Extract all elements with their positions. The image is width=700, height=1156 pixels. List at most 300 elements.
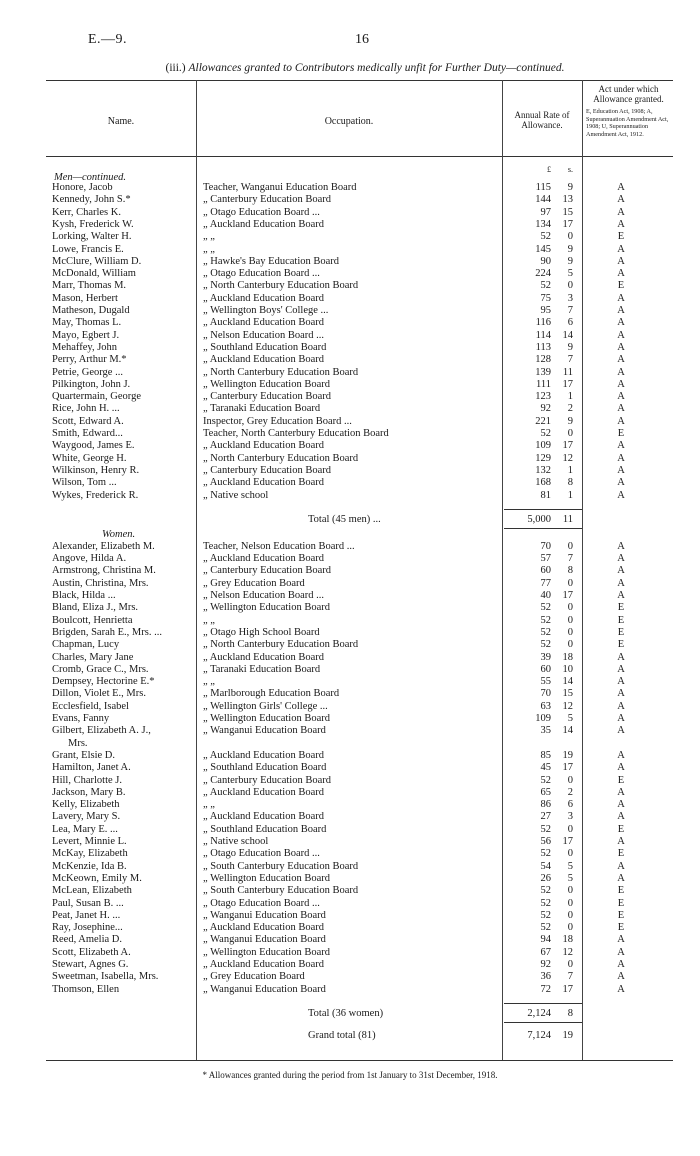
name-cell: McLean, Elizabeth	[52, 885, 132, 897]
total-shillings: 8	[567, 1007, 573, 1019]
shillings-unit: s.	[567, 165, 573, 174]
occupation-cell: „ Auckland Education Board	[203, 651, 325, 663]
shillings-cell: 0	[567, 540, 573, 552]
shillings-cell: 17	[562, 440, 573, 452]
name-cell: Smith, Edward...	[52, 428, 123, 439]
shillings-cell: 8	[567, 565, 573, 577]
occupation-cell: „ Wellington Boys' College ...	[203, 305, 329, 316]
pounds-cell: 81	[540, 489, 551, 501]
occupation-cell: „ Wellington Education Board	[203, 946, 330, 958]
pounds-cell: 52	[540, 602, 551, 614]
occupation-cell: „ Southland Education Board	[203, 762, 327, 774]
occupation-cell: „ North Canterbury Education Board	[203, 280, 359, 292]
name-cell: Alexander, Elizabeth M.	[52, 540, 155, 552]
act-cell: A	[617, 700, 625, 712]
shillings-cell: 12	[562, 946, 573, 958]
occupation-cell: „ Canterbury Education Board	[203, 774, 331, 786]
table-row	[46, 984, 673, 996]
occupation-cell: „ Grey Education Board	[203, 971, 305, 983]
shillings-cell: 0	[567, 428, 573, 439]
pounds-cell: 221	[535, 415, 551, 427]
table-row	[46, 713, 673, 725]
occupation-cell: „ Hawke's Bay Education Board	[203, 255, 340, 267]
occupation-cell: „ Marlborough Education Board	[203, 688, 340, 700]
name-cell: Gilbert, Elizabeth A. J.,	[52, 725, 151, 737]
occupation-cell: Inspector, Grey Education Board ...	[203, 415, 352, 427]
shillings-cell: 1	[567, 464, 573, 476]
shillings-cell: 10	[562, 663, 573, 675]
pounds-cell: 72	[540, 983, 551, 995]
act-cell: A	[617, 946, 625, 958]
table-row	[46, 602, 673, 614]
occupation-cell: „ Nelson Education Board ...	[203, 329, 325, 341]
act-cell: A	[617, 663, 625, 675]
shillings-cell: 9	[567, 341, 573, 353]
pounds-cell: 92	[540, 959, 551, 970]
table-row	[46, 590, 673, 602]
name-cell: May, Thomas L.	[52, 317, 122, 329]
table-row	[46, 428, 673, 440]
occupation-cell: „ North Canterbury Education Board	[203, 639, 359, 651]
act-cell: A	[617, 811, 625, 823]
occupation-cell: Teacher, North Canterbury Education Board	[203, 428, 389, 439]
section-heading-women: Women.	[102, 528, 136, 540]
name-cell: Lavery, Mary S.	[52, 811, 121, 823]
shillings-cell: 9	[567, 182, 573, 193]
pounds-cell: 52	[540, 909, 551, 921]
occupation-cell: „ North Canterbury Education Board	[203, 452, 359, 464]
name-cell: Mrs.	[68, 737, 88, 749]
pounds-cell: 67	[540, 946, 551, 958]
shillings-cell: 7	[567, 305, 573, 316]
table-row	[46, 367, 673, 379]
pounds-cell: 52	[540, 774, 551, 786]
shillings-cell: 1	[567, 391, 573, 403]
occupation-cell: „ Auckland Education Board	[203, 292, 325, 304]
name-cell: Peat, Janet H. ...	[52, 909, 121, 921]
shillings-cell: 0	[567, 922, 573, 934]
pounds-cell: 111	[536, 378, 551, 390]
table-row	[46, 231, 673, 243]
act-cell: A	[617, 676, 625, 688]
table-row	[46, 959, 673, 971]
table-row	[46, 934, 673, 946]
name-cell: Levert, Minnie L.	[52, 836, 127, 847]
table-row	[46, 898, 673, 910]
pounds-cell: 85	[540, 749, 551, 761]
act-cell: A	[617, 255, 625, 267]
table-row	[46, 342, 673, 354]
table-row	[46, 490, 673, 502]
shillings-cell: 15	[562, 206, 573, 218]
divider	[504, 509, 582, 510]
shillings-cell: 12	[562, 452, 573, 464]
pounds-cell: 52	[540, 922, 551, 934]
name-cell: Lorking, Walter H.	[52, 231, 132, 243]
act-cell: A	[617, 489, 625, 501]
occupation-cell: „ Canterbury Education Board	[203, 464, 331, 476]
name-cell: Scott, Edward A.	[52, 415, 124, 427]
act-cell: A	[617, 354, 625, 366]
table-row	[46, 688, 673, 700]
pounds-cell: 94	[540, 934, 551, 946]
table-row	[46, 244, 673, 256]
occupation-cell: „ Wellington Education Board	[203, 713, 330, 724]
table-row	[46, 194, 673, 206]
name-cell: Marr, Thomas M.	[52, 280, 127, 292]
occupation-cell: „ Auckland Education Board	[203, 354, 325, 366]
name-cell: Scott, Elizabeth A.	[52, 946, 131, 958]
act-cell: A	[617, 577, 625, 589]
act-cell: A	[617, 983, 625, 995]
pounds-cell: 77	[540, 577, 551, 589]
total-shillings: 11	[562, 513, 573, 525]
table-row	[46, 652, 673, 664]
name-cell: Mehaffey, John	[52, 341, 118, 353]
total-row-women	[46, 1008, 673, 1020]
occupation-cell: „ Auckland Education Board	[203, 811, 325, 823]
table-row	[46, 787, 673, 799]
name-cell: Mason, Herbert	[52, 292, 118, 304]
act-cell: E	[617, 280, 625, 292]
total-row-men	[46, 514, 673, 526]
act-cell: A	[617, 317, 625, 329]
pounds-cell: 132	[535, 464, 551, 476]
table-row	[46, 676, 673, 688]
act-cell: E	[617, 428, 625, 439]
act-cell: A	[617, 415, 625, 427]
occupation-cell: „ Native school	[203, 489, 269, 501]
pounds-cell: 52	[540, 614, 551, 626]
occupation-cell: „ Auckland Education Board	[203, 218, 325, 230]
act-cell: E	[617, 885, 625, 897]
table-row	[46, 762, 673, 774]
occupation-cell: „ Auckland Education Board	[203, 749, 325, 761]
table-row	[46, 293, 673, 305]
caption-prefix: (iii.)	[165, 62, 186, 74]
grand-total-shillings: 19	[562, 1029, 573, 1041]
pounds-cell: 60	[540, 663, 551, 675]
grand-total-label: Grand total (81)	[308, 1029, 376, 1041]
table-row	[46, 379, 673, 391]
act-cell: A	[617, 452, 625, 464]
shillings-cell: 0	[567, 614, 573, 626]
total-label: Total (45 men) ...	[308, 513, 381, 525]
name-cell: Lea, Mary E. ...	[52, 823, 118, 835]
act-cell: A	[617, 651, 625, 663]
act-cell: A	[617, 959, 625, 970]
act-cell: A	[617, 872, 625, 884]
pounds-cell: 168	[535, 477, 551, 489]
table-row	[46, 477, 673, 489]
occupation-cell: „ Wanganui Education Board	[203, 909, 326, 921]
pounds-cell: 97	[540, 206, 551, 218]
name-cell: Hill, Charlotte J.	[52, 774, 122, 786]
act-cell: A	[617, 934, 625, 946]
occupation-cell: „ Southland Education Board	[203, 341, 327, 353]
shillings-cell: 17	[562, 218, 573, 230]
act-cell: A	[617, 329, 625, 341]
col-header-act-note: E, Education Act, 1908; A, Superannuation Amendment Act, 1908; U, Superannuation Amendment Act, 1912.	[586, 108, 669, 138]
occupation-cell: „ Otago Education Board ...	[203, 268, 320, 280]
shillings-cell: 12	[562, 700, 573, 712]
shillings-cell: 17	[562, 378, 573, 390]
name-cell: Wilkinson, Henry R.	[52, 464, 140, 476]
shillings-cell: 0	[567, 885, 573, 897]
occupation-cell: „ Otago High School Board	[203, 626, 320, 638]
name-cell: Austin, Christina, Mrs.	[52, 577, 149, 589]
name-cell: Kennedy, John S.*	[52, 194, 131, 206]
pounds-cell: 40	[540, 590, 551, 601]
table-row	[46, 541, 673, 553]
act-cell: A	[617, 440, 625, 452]
table-row	[46, 416, 673, 428]
shillings-cell: 6	[567, 799, 573, 811]
act-cell: A	[617, 713, 625, 724]
page-number: 16	[355, 32, 369, 47]
shillings-cell: 0	[567, 909, 573, 921]
name-cell: Perry, Arthur M.*	[52, 354, 127, 366]
act-cell: A	[617, 762, 625, 774]
name-cell: Petrie, George ...	[52, 366, 123, 378]
act-cell: E	[617, 231, 625, 243]
name-cell: Dempsey, Hectorine E.*	[52, 676, 155, 688]
name-cell: Angove, Hilda A.	[52, 553, 127, 565]
pounds-cell: 114	[535, 329, 551, 341]
shillings-cell: 3	[567, 292, 573, 304]
name-cell: Mayo, Egbert J.	[52, 329, 120, 341]
pounds-cell: 52	[540, 897, 551, 909]
pounds-cell: 52	[540, 428, 551, 439]
shillings-cell: 0	[567, 280, 573, 292]
act-cell: A	[617, 540, 625, 552]
pounds-cell: 39	[540, 651, 551, 663]
occupation-cell: „ Auckland Education Board	[203, 440, 325, 452]
name-cell: White, George H.	[52, 452, 127, 464]
act-cell: A	[617, 565, 625, 577]
table-row	[46, 775, 673, 787]
act-cell: A	[617, 341, 625, 353]
pounds-cell: 55	[540, 676, 551, 688]
act-cell: E	[617, 897, 625, 909]
act-cell: A	[617, 464, 625, 476]
name-cell: Bland, Eliza J., Mrs.	[52, 602, 139, 614]
name-cell: Kerr, Charles K.	[52, 206, 121, 218]
pounds-cell: 90	[540, 255, 551, 267]
shillings-cell: 7	[567, 971, 573, 983]
table-row	[46, 750, 673, 762]
occupation-cell: „ Native school	[203, 836, 269, 847]
col-header-rate: Annual Rate of Allowance.	[514, 110, 570, 130]
pounds-cell: 144	[535, 194, 551, 206]
act-cell: A	[617, 243, 625, 255]
shillings-cell: 1	[567, 489, 573, 501]
table-row	[46, 280, 673, 292]
pounds-cell: 95	[540, 305, 551, 316]
table-row	[46, 565, 673, 577]
pounds-cell: 63	[540, 700, 551, 712]
name-cell: Waygood, James E.	[52, 440, 135, 452]
grand-total-row	[46, 1030, 673, 1042]
shillings-cell: 18	[562, 934, 573, 946]
name-cell: Stewart, Agnes G.	[52, 959, 129, 970]
name-cell: Lowe, Francis E.	[52, 243, 124, 255]
col-header-name: Name.	[107, 116, 135, 127]
table-caption	[130, 62, 600, 74]
table-row	[46, 738, 673, 750]
table-row	[46, 615, 673, 627]
act-cell: A	[617, 971, 625, 983]
name-cell: Dillon, Violet E., Mrs.	[52, 688, 146, 700]
shillings-cell: 14	[562, 676, 573, 688]
pounds-cell: 35	[540, 725, 551, 737]
pounds-cell: 60	[540, 565, 551, 577]
pounds-cell: 92	[540, 403, 551, 415]
name-cell: Thomson, Ellen	[52, 983, 120, 995]
table-row	[46, 553, 673, 565]
occupation-cell: „ „	[203, 676, 215, 688]
divider	[504, 528, 582, 529]
shillings-cell: 18	[562, 651, 573, 663]
pounds-cell: 52	[540, 626, 551, 638]
name-cell: Wykes, Frederick R.	[52, 489, 139, 501]
occupation-cell: „ „	[203, 231, 215, 243]
occupation-cell: „ Nelson Education Board ...	[203, 590, 325, 601]
name-cell: Cromb, Grace C., Mrs.	[52, 663, 149, 675]
act-cell: A	[617, 268, 625, 280]
name-cell: Pilkington, John J.	[52, 378, 131, 390]
divider	[504, 1003, 582, 1004]
shillings-cell: 6	[567, 317, 573, 329]
pounds-cell: 52	[540, 231, 551, 243]
occupation-cell: „ Auckland Education Board	[203, 786, 325, 798]
act-cell: A	[617, 590, 625, 601]
act-cell: A	[617, 182, 625, 193]
shillings-cell: 7	[567, 354, 573, 366]
shillings-cell: 17	[562, 983, 573, 995]
caption-title: Allowances granted to Contributors medically unfit for Further Duty—continued.	[188, 62, 565, 74]
table-row	[46, 256, 673, 268]
occupation-cell: „ Auckland Education Board	[203, 317, 325, 329]
shillings-cell: 11	[562, 366, 573, 378]
act-cell: A	[617, 553, 625, 565]
occupation-cell: „ Wellington Girls' College ...	[203, 700, 328, 712]
occupation-cell: „ Auckland Education Board	[203, 553, 325, 565]
table-row	[46, 453, 673, 465]
act-cell: A	[617, 688, 625, 700]
occupation-cell: „ South Canterbury Education Board	[203, 885, 359, 897]
table-row	[46, 885, 673, 897]
occupation-cell: „ Canterbury Education Board	[203, 565, 331, 577]
currency-units-row	[46, 164, 673, 176]
name-cell: Ecclesfield, Isabel	[52, 700, 129, 712]
occupation-cell: „ „	[203, 614, 215, 626]
pounds-cell: 70	[540, 540, 551, 552]
table-row	[46, 219, 673, 231]
act-cell: E	[617, 774, 625, 786]
act-cell: A	[617, 403, 625, 415]
table-row	[46, 725, 673, 737]
shillings-cell: 14	[562, 725, 573, 737]
occupation-cell: „ Wanganui Education Board	[203, 934, 326, 946]
shillings-cell: 19	[562, 749, 573, 761]
name-cell: Armstrong, Christina M.	[52, 565, 156, 577]
act-cell: A	[617, 749, 625, 761]
name-cell: McKeown, Emily M.	[52, 872, 142, 884]
occupation-cell: „ Southland Education Board	[203, 823, 327, 835]
act-cell: A	[617, 378, 625, 390]
pounds-cell: 70	[540, 688, 551, 700]
pounds-cell: 54	[540, 860, 551, 872]
act-cell: A	[617, 206, 625, 218]
occupation-cell: „ „	[203, 799, 215, 811]
act-cell: E	[617, 626, 625, 638]
table-row	[46, 330, 673, 342]
pounds-cell: 128	[535, 354, 551, 366]
shillings-cell: 0	[567, 231, 573, 243]
pounds-cell: 109	[535, 440, 551, 452]
occupation-cell: Teacher, Nelson Education Board ...	[203, 540, 355, 552]
act-cell: E	[617, 614, 625, 626]
table-row	[46, 848, 673, 860]
occupation-cell: „ Taranaki Education Board	[203, 403, 321, 415]
table-row	[46, 391, 673, 403]
grand-total-pounds: 7,124	[527, 1029, 551, 1041]
divider	[504, 1022, 582, 1023]
shillings-cell: 9	[567, 243, 573, 255]
pounds-cell: 123	[535, 391, 551, 403]
occupation-cell: „ Canterbury Education Board	[203, 194, 331, 206]
col-header-occupation: Occupation.	[324, 116, 374, 127]
shillings-cell: 0	[567, 959, 573, 970]
table-row	[46, 639, 673, 651]
section-heading-men: Men—continued.	[54, 172, 127, 183]
table-row	[46, 268, 673, 280]
shillings-cell: 17	[562, 762, 573, 774]
name-cell: Jackson, Mary B.	[52, 786, 126, 798]
name-cell: Sweetman, Isabella, Mrs.	[52, 971, 159, 983]
pounds-cell: 52	[540, 823, 551, 835]
pounds-cell: 65	[540, 786, 551, 798]
name-cell: Charles, Mary Jane	[52, 651, 134, 663]
name-cell: Kysh, Frederick W.	[52, 218, 134, 230]
shillings-cell: 0	[567, 848, 573, 860]
name-cell: Kelly, Elizabeth	[52, 799, 120, 811]
total-label: Total (36 women)	[308, 1007, 384, 1019]
occupation-cell: „ Wellington Education Board	[203, 378, 330, 390]
occupation-cell: Teacher, Wanganui Education Board	[203, 182, 357, 193]
table-row	[46, 627, 673, 639]
shillings-cell: 0	[567, 774, 573, 786]
table-row	[46, 836, 673, 848]
occupation-cell: „ Wellington Education Board	[203, 602, 330, 614]
shillings-cell: 13	[562, 194, 573, 206]
shillings-cell: 2	[567, 786, 573, 798]
occupation-cell: „ Auckland Education Board	[203, 959, 325, 970]
pounds-cell: 116	[535, 317, 551, 329]
occupation-cell: „ South Canterbury Education Board	[203, 860, 359, 872]
act-cell: A	[617, 836, 625, 847]
occupation-cell: „ Taranaki Education Board	[203, 663, 321, 675]
pounds-cell: 86	[540, 799, 551, 811]
occupation-cell: „ Canterbury Education Board	[203, 391, 331, 403]
name-cell: Paul, Susan B. ...	[52, 897, 124, 909]
pounds-cell: 115	[535, 182, 551, 193]
table-row	[46, 440, 673, 452]
name-cell: McDonald, William	[52, 268, 136, 280]
act-cell: E	[617, 602, 625, 614]
shillings-cell: 9	[567, 255, 573, 267]
